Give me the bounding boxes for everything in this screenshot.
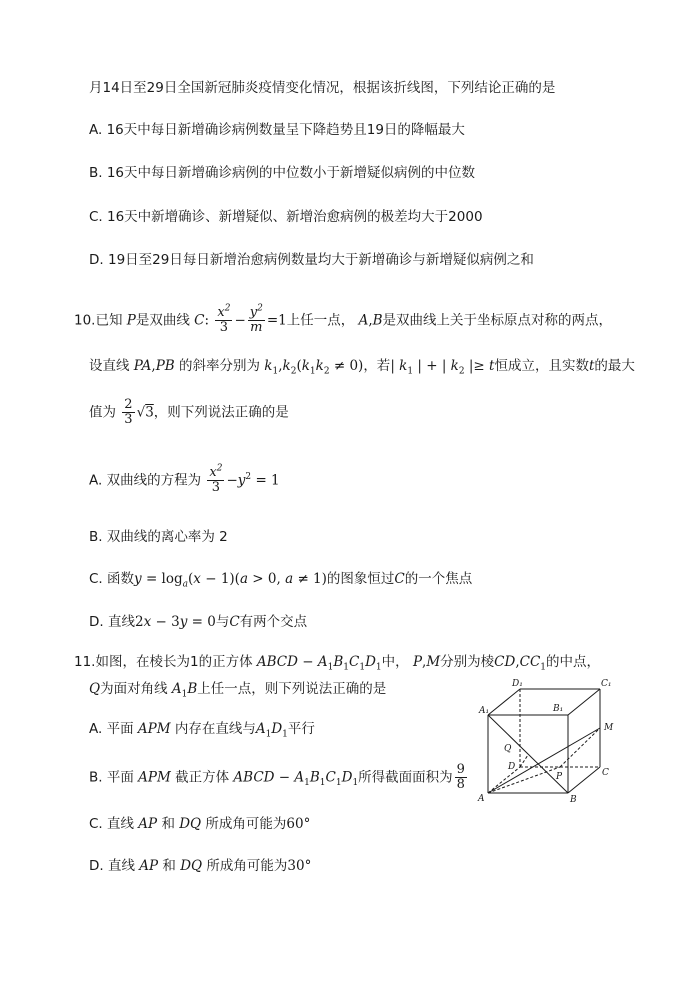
q10-option-b: B. 双曲线的离心率为 2 [89,529,228,545]
q10-text: 的斜率分别为 [179,358,260,374]
q11-option-text: 和 [161,816,175,832]
q11-text: 分别为棱 [440,654,495,670]
label-p: P [556,772,563,782]
q10-text: 的最大 [594,358,635,374]
fraction: $\frac{y^2}{m}$ [249,303,263,335]
angle-value: 30° [287,858,312,874]
segment-am [488,728,600,793]
q11-option-text: 平行 [287,721,315,737]
q11-option-text: 所成角可能为 [205,816,287,832]
q11-option-text: 内存在直线与 [174,721,256,737]
q9-option-c: C. 16天中新增确诊、新增疑似、新增治愈病例的极差均大于2000 [89,209,483,225]
label-c: C [602,768,609,778]
label-a1: A₁ [479,706,490,716]
q11-text: 中， [381,654,409,670]
q11-text: 上任一点，则下列说法正确的是 [197,681,387,697]
label-b: B [570,795,577,805]
q11-option-text: C. 直线 [89,816,135,832]
cube-figure [470,675,630,805]
fraction: $\frac{9}{8}$ [456,762,465,792]
fraction: $\frac{2}{3}$ [124,397,133,427]
q9-stem-tail: 月14日至29日全国新冠肺炎疫情变化情况，根据该折线图，下列结论正确的是 [89,80,556,96]
q10-option-text: 有两个交点 [239,614,308,630]
q11-option-text: 所得截面面积为 [358,769,453,786]
fraction: $\frac{x^2}{3}$ [209,463,223,495]
label-m: M [604,723,614,733]
edge-bc [568,767,600,793]
q10-text: ，若 [363,358,391,374]
q11-option-b: B. 平面 APM 截正方体 ABCD − $A_1B_1C_1D_1$所得截面面积为 $\frac{9}{8}$ [89,762,465,792]
q10-option-a: A. 双曲线的方程为 $\frac{x^2}{3}$ $-y^2 = 1$ [89,463,280,495]
q11-option-text: 和 [162,858,176,874]
q11-option-d: D. 直线 AP 和 DQ 所成角可能为30° [89,858,312,874]
label-b1: B₁ [553,704,564,714]
label-d: D [508,762,516,772]
q10-option-text: C. 函数 [89,571,135,587]
edge-b1c1 [568,689,600,715]
q11-option-text: 所成角可能为 [206,858,288,874]
hidden-segment-dq [520,755,528,767]
q9-option-a: A. 16天中每日新增确诊病例数量呈下降趋势且19日的降幅最大 [89,122,465,138]
label-a: A [478,794,485,804]
q10-text: 上任一点， [286,312,355,329]
q11-text: 为面对角线 [100,681,168,697]
angle-value: 60° [286,816,311,832]
q10-stem-line2: 设直线 PA,PB 的斜率分别为 $k_1,k_2(k_1k_2 \ne 0)$，若| $k_1$ | + | $k_2$ |≥ t恒成立，且实数t的最大 [89,358,635,377]
q10-option-c: C. 函数$y = \log_a(x - 1)(a > 0$, a ≠ 1)的图象恒过C的一个焦点 [89,571,473,590]
q10-number: 10. [74,312,96,329]
q10-option-text: 与 [215,614,230,630]
label-d1: D₁ [512,679,523,689]
q10-text: 是双曲线 [135,312,190,329]
q10-text: ，则下列说法正确的是 [153,404,289,421]
q10-option-text: 的一个焦点 [404,571,473,587]
q11-option-text: D. 直线 [89,858,135,874]
q11-text: 如图，在棱长为1的正方体 [95,654,253,670]
hidden-segment-ap [488,767,560,793]
q10-option-text: 的图象恒过 [326,571,395,587]
q11-number: 11. [74,654,96,670]
q11-stem-line2: Q为面对角线 $A_1B$上任一点，则下列说法正确的是 [89,681,387,700]
q9-option-d: D. 19日至29日每日新增治愈病例数量均大于新增确诊与新增疑似病例之和 [89,252,534,268]
q10-text: 恒成立，且实数 [494,358,589,374]
label-q: Q [504,744,512,754]
q11-option-text: A. 平面 [89,721,134,737]
q10-option-text: A. 双曲线的方程为 [89,472,202,489]
q10-text: 已知 [95,312,123,329]
q11-option-text: B. 平面 [89,769,134,786]
q11-stem-line1: 11.如图，在棱长为1的正方体 ABCD − $A_1B_1C_1D_1$中， P,M分别为棱$CD,CC_1$的中点， [74,654,601,673]
q10-option-d: D. 直线2x − 3y = 0与C有两个交点 [89,614,308,630]
q10-stem-line3: 值为 $\frac{2}{3}$ √3，则下列说法正确的是 [89,397,289,427]
q10-text: 设直线 [89,358,130,374]
q10-stem-line1: 10.已知 P是双曲线 C: $\frac{x^2}{3}$ − $\frac{y^2}{m}$ =1上任一点， A,B是双曲线上关于坐标原点对称的两点， [74,303,613,335]
q10-text: 值为 [89,404,116,421]
q11-option-a: A. 平面 APM 内存在直线与$A_1D_1$平行 [89,721,315,740]
q9-option-b: B. 16天中每日新增确诊病例的中位数小于新增疑似病例的中位数 [89,165,476,181]
q11-option-text: 截正方体 [175,769,230,786]
edge-a1d1 [488,689,520,715]
q11-option-c: C. 直线 AP 和 DQ 所成角可能为60° [89,816,311,832]
label-c1: C₁ [601,679,612,689]
q10-option-text: D. 直线 [89,614,135,630]
q11-text: 的中点， [546,654,601,670]
q10-text: 是双曲线上关于坐标原点对称的两点， [382,312,613,329]
fraction: $\frac{x^2}{3}$ [217,303,231,335]
